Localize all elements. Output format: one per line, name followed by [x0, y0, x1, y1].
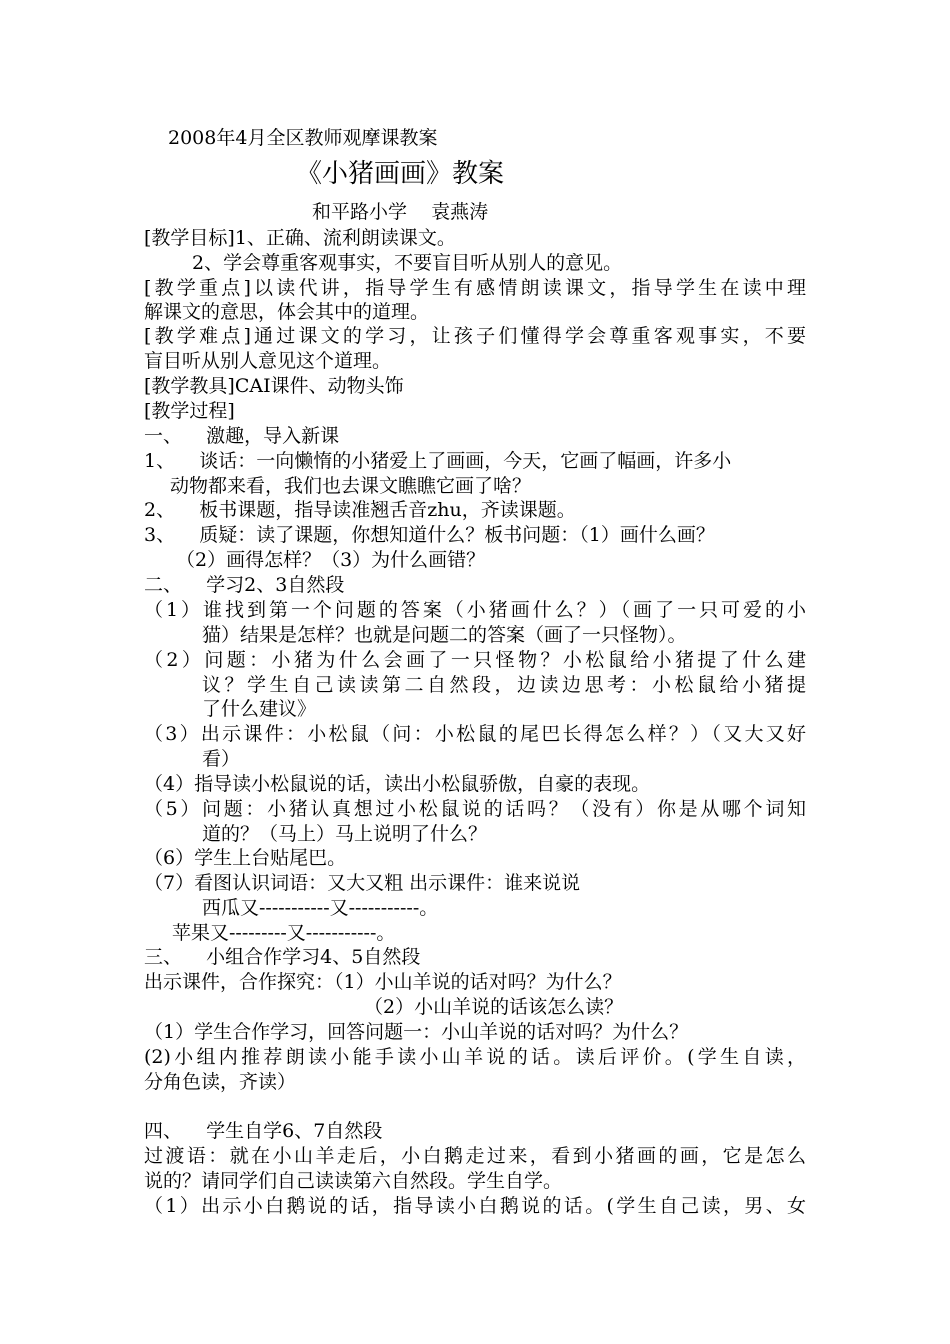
text-line: 西瓜又-----------又-----------。 — [202, 897, 439, 919]
text-line: 道的？（马上）马上说明了什么？ — [202, 823, 488, 845]
text-line: 解课文的意思，体会其中的道理。 — [144, 301, 430, 323]
text-line: 3、 质疑：读了课题，你想知道什么？板书问题：（1）画什么画？ — [144, 524, 715, 546]
text-line: 猫）结果是怎样？也就是问题二的答案（画了一只怪物）。 — [202, 624, 687, 646]
text-line: 说的？请同学们自己读读第六自然段。学生自学。 — [144, 1170, 563, 1192]
text-line: 出示课件，合作探究：（1）小山羊说的话对吗？为什么？ — [144, 971, 622, 993]
text-line: 了什么建议》 — [202, 698, 317, 720]
text-line: （4）指导读小松鼠说的话，读出小松鼠骄傲，自豪的表现。 — [144, 773, 651, 795]
text-line: （3）出示课件：小松鼠（问：小松鼠的尾巴长得怎么样？）（又大又好 — [144, 723, 806, 745]
text-line: （1）学生合作学习，回答问题一：小山羊说的话对吗？为什么？ — [144, 1021, 689, 1043]
text-line: 看） — [202, 748, 241, 770]
text-line: （2）问题：小猪为什么会画了一只怪物？小松鼠给小猪提了什么建 — [144, 649, 806, 671]
text-line: [教学目标]1、正确、流利朗读课文。 — [144, 227, 456, 249]
text-line: （5）问题：小猪认真想过小松鼠说的话吗？（没有）你是从哪个词知 — [144, 798, 806, 820]
text-line: 分角色读，齐读） — [144, 1071, 297, 1093]
section-heading: 四、 学生自学6、7自然段 — [144, 1120, 383, 1142]
text-line: 1、 谈话：一向懒惰的小猪爱上了画画，今天，它画了幅画，许多小 — [144, 450, 732, 472]
text-line: 2、 板书课题，指导读准翘舌音zhu，齐读课题。 — [144, 499, 576, 521]
text-line: [教学重点]以读代讲，指导学生有感情朗读课文，指导学生在读中理 — [144, 277, 806, 299]
text-line: 过渡语：就在小山羊走后，小白鹅走过来，看到小猪画的画，它是怎么 — [144, 1145, 806, 1167]
text-line: [教学难点]通过课文的学习，让孩子们懂得学会尊重客观事实，不要 — [144, 325, 806, 347]
text-line: [教学过程] — [144, 400, 235, 422]
text-line: （2）画得怎样？（3）为什么画错？ — [176, 549, 486, 571]
text-line: 苹果又---------又-----------。 — [172, 922, 396, 944]
text-line: [教学教具]CAI课件、动物头饰 — [144, 375, 404, 397]
text-line: （1）出示小白鹅说的话，指导读小白鹅说的话。(学生自己读，男、女 — [144, 1195, 806, 1217]
text-line: （2）小山羊说的话该怎么读？ — [364, 996, 624, 1018]
section-heading: 二、 学习2、3自然段 — [144, 574, 345, 596]
text-line: (2)小组内推荐朗读小能手读小山羊说的话。读后评价。(学生自读， — [144, 1046, 806, 1068]
section-heading: 一、 激趣，导入新课 — [144, 425, 340, 447]
text-line: 盲目听从别人意见这个道理。 — [144, 350, 392, 372]
author-line: 和平路小学 袁燕涛 — [312, 201, 489, 223]
header-line: 2008年4月全区教师观摩课教案 — [168, 127, 438, 149]
text-line: （1）谁找到第一个问题的答案（小猪画什么？）（画了一只可爱的小 — [144, 599, 806, 621]
text-line: （7）看图认识词语：又大又粗 出示课件：谁来说说 — [144, 872, 581, 894]
text-line: 议？学生自己读读第二自然段，边读边思考：小松鼠给小猪提 — [202, 674, 806, 696]
section-heading: 三、 小组合作学习4、5自然段 — [144, 946, 421, 968]
text-line: 2、学会尊重客观事实，不要盲目听从别人的意见。 — [192, 252, 623, 274]
text-line: （6）学生上台贴尾巴。 — [144, 847, 347, 869]
text-line: 动物都来看，我们也去课文瞧瞧它画了啥？ — [170, 475, 532, 497]
document-title: 《小猪画画》教案 — [296, 159, 505, 189]
